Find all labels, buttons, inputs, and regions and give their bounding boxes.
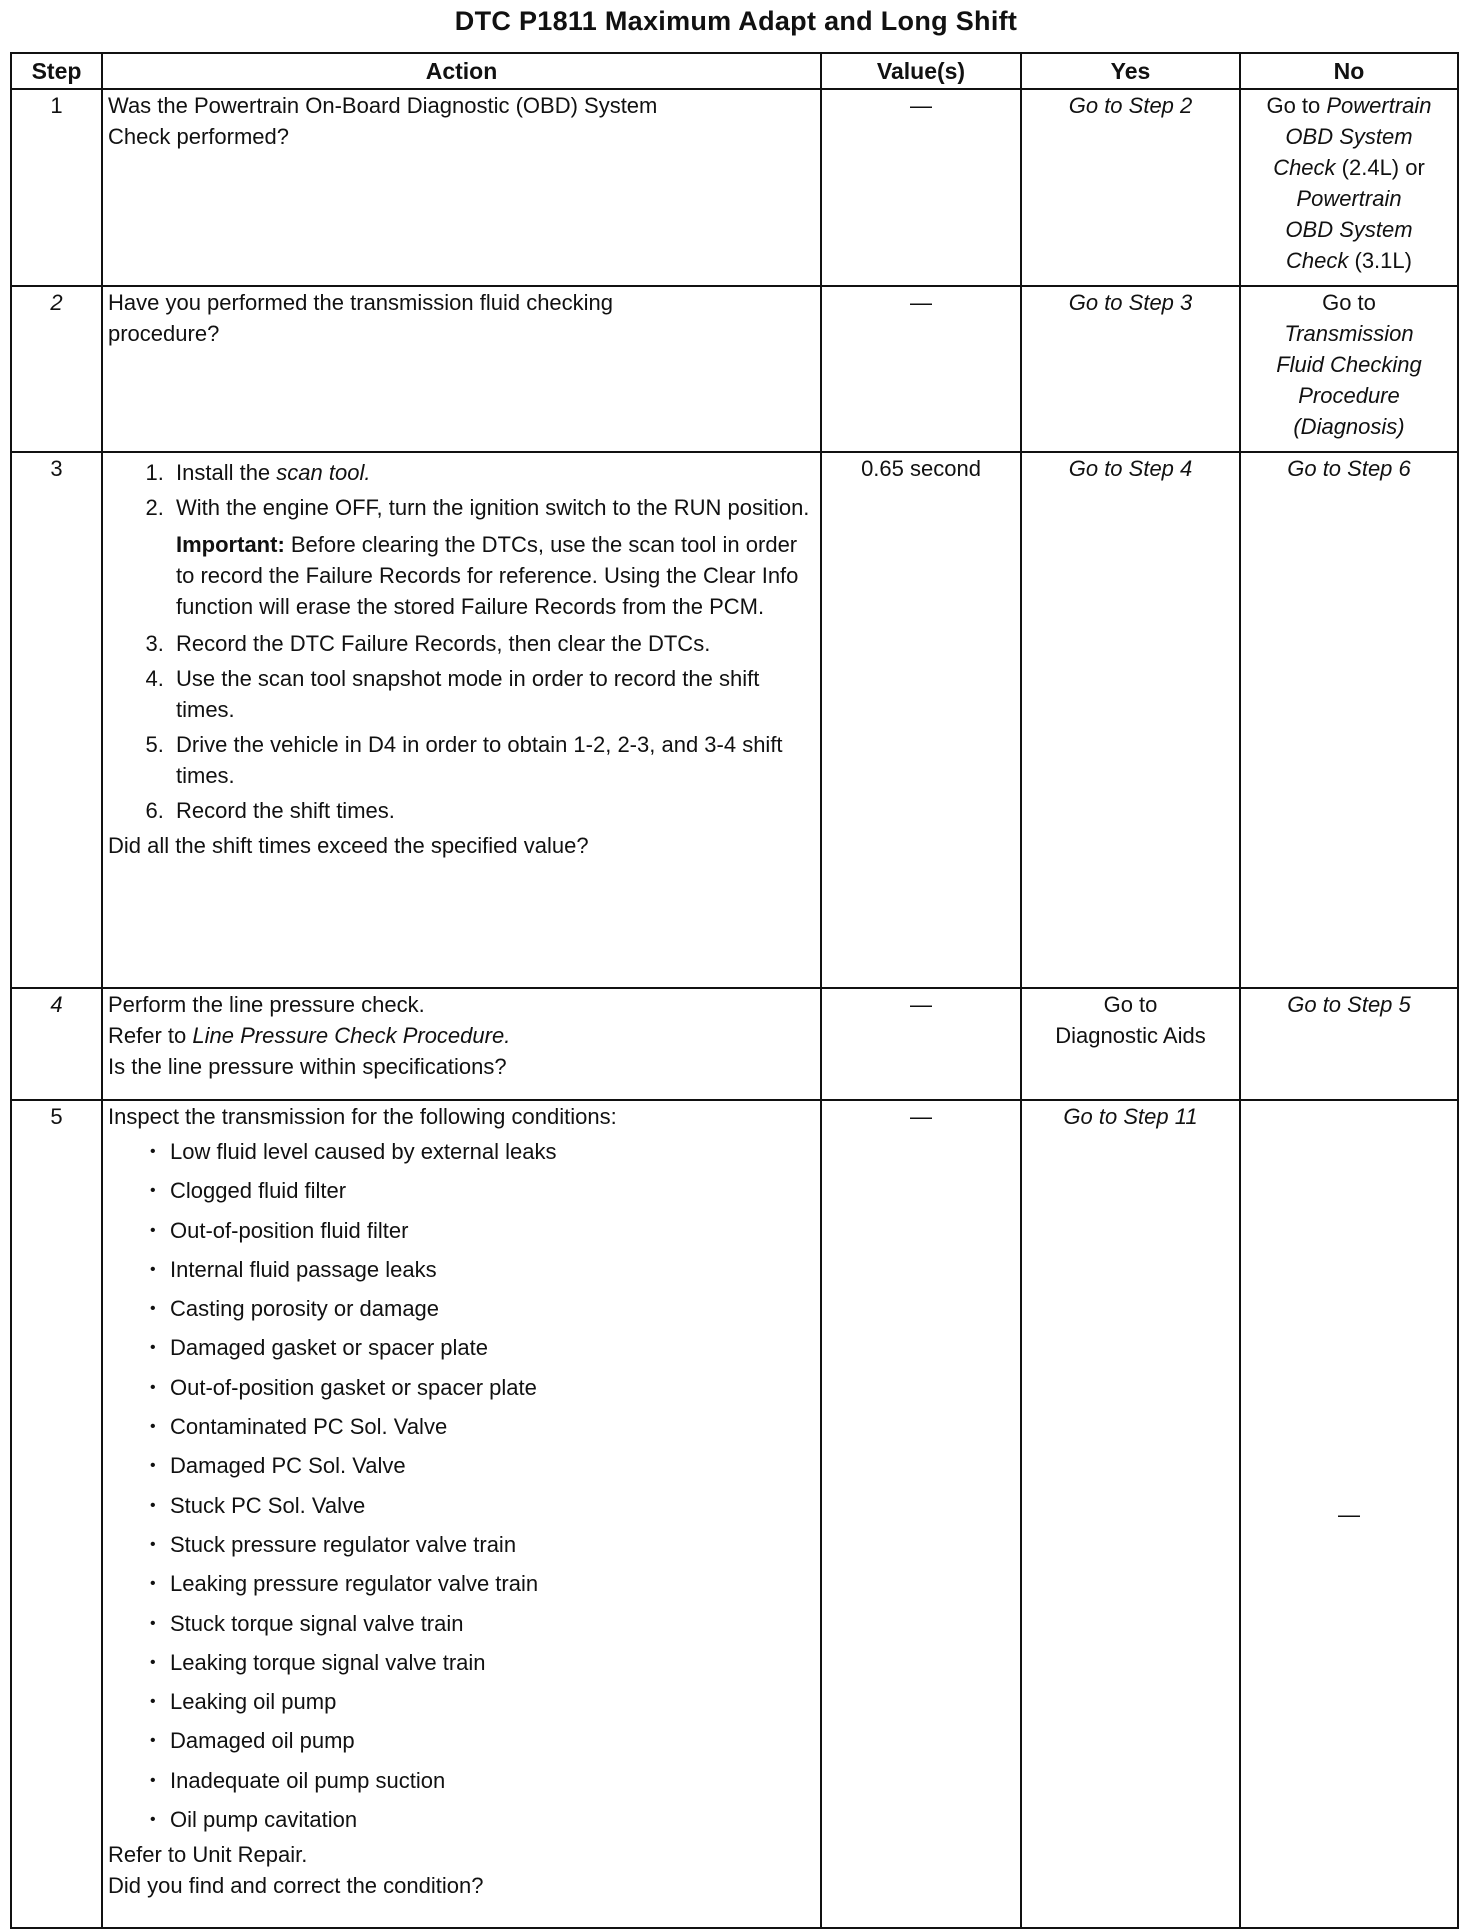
yes-text: Go to Step 2	[1068, 93, 1193, 118]
no-text: Go to Step 5	[1287, 992, 1411, 1017]
header-row	[11, 53, 1458, 89]
value-cell: —	[821, 1100, 1021, 1928]
no-link: Fluid Checking	[1276, 352, 1422, 377]
no-text: (3.1L)	[1348, 248, 1412, 273]
action-text: Was the Powertrain On-Board Diagnostic (OBD) System	[108, 93, 658, 118]
action-text: Refer to	[108, 1023, 193, 1048]
table-row	[11, 452, 1458, 988]
no-cell	[1240, 452, 1458, 988]
no-link: Powertrain	[1296, 186, 1402, 211]
list-item: • Out-of-position fluid filter	[170, 1211, 815, 1250]
step-number: 3	[11, 452, 102, 988]
list-item: 5. Drive the vehicle in D4 in order to obtain 1-2, 2-3, and 3-4 shift times.	[170, 729, 815, 791]
list-item: 3. Record the DTC Failure Records, then clear the DTCs.	[170, 628, 815, 659]
table-row	[11, 89, 1458, 286]
list-item: • Stuck PC Sol. Valve	[170, 1486, 815, 1525]
yes-cell	[1021, 286, 1240, 452]
list-item: 4. Use the scan tool snapshot mode in order to record the shift times.	[170, 663, 815, 725]
no-link: (Diagnosis)	[1293, 414, 1405, 439]
action-question: Did you find and correct the condition?	[108, 1873, 484, 1899]
list-item: • Leaking torque signal valve train	[170, 1643, 815, 1682]
action-text: Check performed?	[108, 124, 289, 149]
no-text: Go to	[1266, 93, 1327, 118]
list-item: • Clogged fluid filter	[170, 1171, 815, 1210]
list-item: 6. Record the shift times.	[170, 795, 815, 826]
no-text: Go to Step 6	[1287, 456, 1411, 481]
list-item: 1. Install the scan tool.	[170, 457, 815, 488]
yes-cell	[1021, 452, 1240, 988]
list-item: • Internal fluid passage leaks	[170, 1250, 815, 1289]
action-cell	[102, 988, 821, 1100]
action-text: Inspect the transmission for the following conditions:	[108, 1104, 617, 1129]
action-text: Refer to Unit Repair.	[108, 1842, 308, 1868]
yes-text: Diagnostic Aids	[1055, 1023, 1206, 1048]
header-step: Step	[11, 53, 102, 89]
value-cell: 0.65 second	[821, 452, 1021, 988]
header-yes: Yes	[1021, 53, 1240, 89]
list-item: • Oil pump cavitation	[170, 1800, 815, 1839]
no-text: Go to	[1322, 290, 1376, 315]
no-link: Check	[1286, 248, 1349, 273]
yes-cell	[1021, 1100, 1240, 1928]
no-link: OBD System	[1285, 217, 1413, 242]
no-link: Powertrain	[1326, 93, 1432, 118]
action-text: Have you performed the transmission fluid checking	[108, 290, 614, 315]
list-item: • Low fluid level caused by external leaks	[170, 1132, 815, 1171]
table-row	[11, 1100, 1458, 1928]
no-cell	[1240, 286, 1458, 452]
no-link: Check	[1273, 155, 1336, 180]
list-item: • Leaking oil pump	[170, 1682, 815, 1721]
yes-text: Go to Step 3	[1068, 290, 1193, 315]
no-link: Procedure	[1298, 383, 1400, 408]
action-cell	[102, 1100, 821, 1928]
step-number: 2	[11, 286, 102, 452]
no-cell	[1240, 89, 1458, 286]
value-cell: —	[821, 89, 1021, 286]
list-item: • Inadequate oil pump suction	[170, 1761, 815, 1800]
list-item: • Leaking pressure regulator valve train	[170, 1564, 815, 1603]
conditions-list	[108, 1132, 815, 1839]
step-number: 4	[11, 988, 102, 1100]
yes-text: Go to Step 4	[1068, 456, 1193, 481]
table-row	[11, 988, 1458, 1100]
step-number: 5	[11, 1100, 102, 1928]
page-title: DTC P1811 Maximum Adapt and Long Shift	[454, 6, 1018, 36]
action-question: Is the line pressure within specifications?	[108, 1054, 507, 1079]
list-item: • Out-of-position gasket or spacer plate	[170, 1368, 815, 1407]
yes-text: Go to	[1103, 992, 1158, 1017]
list-item: • Contaminated PC Sol. Valve	[170, 1407, 815, 1446]
list-item: • Stuck pressure regulator valve train	[170, 1525, 815, 1564]
table-row	[11, 286, 1458, 452]
no-cell: —	[1240, 1100, 1458, 1928]
list-item: • Damaged oil pump	[170, 1721, 815, 1760]
procedure-list	[108, 457, 815, 826]
header-action: Action	[102, 53, 821, 89]
no-link: Transmission	[1284, 321, 1414, 346]
list-item: • Stuck torque signal valve train	[170, 1604, 815, 1643]
header-no: No	[1240, 53, 1458, 89]
no-text: (2.4L) or	[1335, 155, 1425, 180]
action-text: procedure?	[108, 321, 220, 346]
action-question: Did all the shift times exceed the specified value?	[108, 833, 589, 858]
header-values: Value(s)	[821, 53, 1021, 89]
no-cell	[1240, 988, 1458, 1100]
action-link: Line Pressure Check Procedure.	[192, 1023, 511, 1048]
diagnostic-table	[10, 52, 1459, 1929]
action-cell	[102, 286, 821, 452]
yes-cell	[1021, 89, 1240, 286]
action-text: Perform the line pressure check.	[108, 992, 425, 1017]
value-cell: —	[821, 988, 1021, 1100]
list-item: • Damaged gasket or spacer plate	[170, 1328, 815, 1367]
step-number: 1	[11, 89, 102, 286]
yes-cell	[1021, 988, 1240, 1100]
list-item: • Damaged PC Sol. Valve	[170, 1446, 815, 1485]
value-cell: —	[821, 286, 1021, 452]
no-link: OBD System	[1285, 124, 1413, 149]
list-item: • Casting porosity or damage	[170, 1289, 815, 1328]
list-item: 2. With the engine OFF, turn the ignition switch to the RUN position. Important: Before clearing the DTCs, use the scan tool in order to record the Failure Records for reference. Using the Clear Info function will erase the stored Failure Records from the PCM.	[170, 492, 815, 622]
yes-text: Go to Step 11	[1063, 1104, 1198, 1129]
action-cell	[102, 452, 821, 988]
action-cell	[102, 89, 821, 286]
important-note: Important: Before clearing the DTCs, use the scan tool in order to record the Failure Records for reference. Using the Clear Info function will erase the stored Failure Records from the PCM.	[176, 532, 799, 619]
